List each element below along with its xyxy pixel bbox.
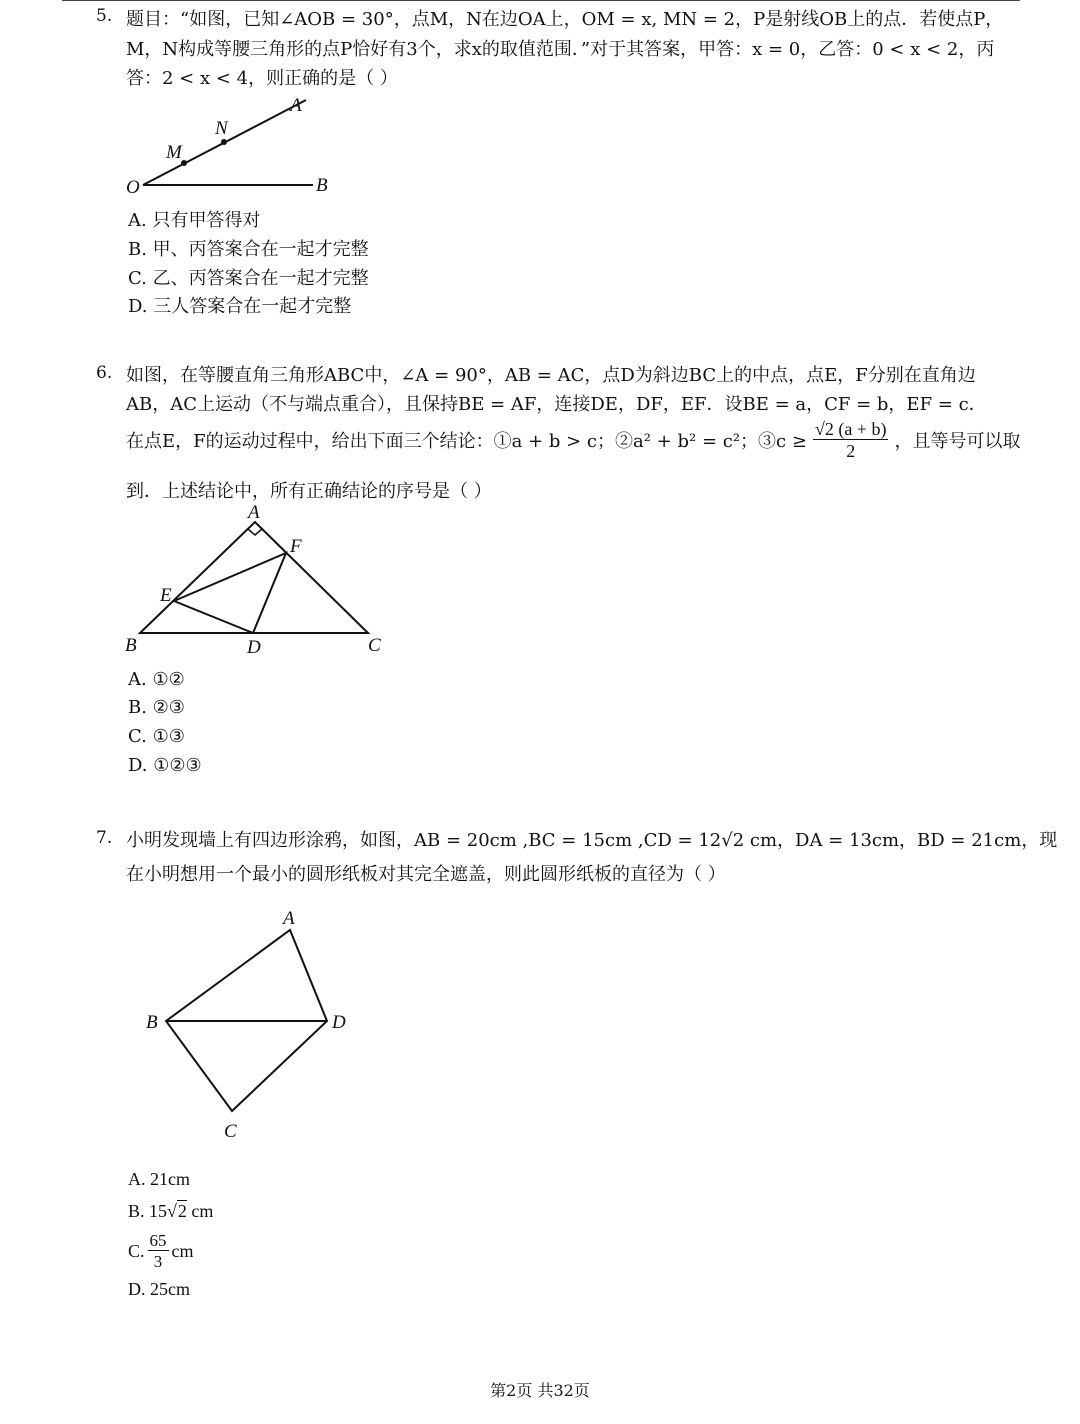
- q7-option-b-radicand: 2: [177, 1201, 187, 1221]
- q7-line1: 小明发现墙上有四边形涂鸦，如图，AB = 20cm ,BC = 15cm ,CD = 12√2 cm，DA = 13cm，BD = 21cm，现: [126, 830, 1058, 851]
- q7-option-b[interactable]: [128, 1201, 213, 1222]
- label-m: M: [166, 142, 182, 163]
- q5-option-d[interactable]: D. 三人答案合在一起才完整: [128, 296, 352, 317]
- q7-option-c[interactable]: [128, 1232, 194, 1270]
- q7-number: 7.: [96, 828, 113, 848]
- label-e: E: [160, 585, 172, 606]
- top-rule: [62, 0, 1020, 1]
- q6-option-a[interactable]: A. ①②: [128, 669, 185, 690]
- q6-option-b[interactable]: B. ②③: [128, 697, 185, 718]
- point-m: [181, 160, 187, 166]
- triangle-def: [174, 553, 286, 633]
- q7-option-b-unit: cm: [191, 1201, 214, 1221]
- label-c: C: [368, 635, 381, 656]
- label-b: B: [125, 635, 137, 656]
- q6-line3-post: ，且等号可以取: [894, 431, 1021, 452]
- label-o: O: [126, 177, 140, 198]
- q7-option-c-pre: C.: [128, 1240, 145, 1261]
- q6-line3-pre: 在点E，F的运动过程中，给出下面三个结论：①a + b > c；②a² + b² = c²；③c ≥: [126, 431, 807, 452]
- q7-line2: 在小明想用一个最小的圆形纸板对其完全遮盖，则此圆形纸板的直径为（ ）: [126, 864, 726, 885]
- q6-frac-den: 2: [846, 441, 856, 461]
- q5-option-b[interactable]: B. 甲、丙答案合在一起才完整: [128, 239, 369, 260]
- q6-line3: [126, 420, 1020, 460]
- q6-option-d[interactable]: D. ①②③: [128, 755, 202, 776]
- q6-line4: 到．上述结论中，所有正确结论的序号是（ ）: [126, 481, 492, 502]
- label-a: A: [290, 95, 302, 116]
- label-f: F: [290, 536, 302, 557]
- label-a: A: [283, 908, 295, 929]
- q6-line2: AB，AC上运动（不与端点重合），且保持BE = AF，连接DE，DF，EF．设BE = a，CF = b，EF = c．: [126, 394, 987, 415]
- q6-option-c[interactable]: C. ①③: [128, 726, 185, 747]
- q6-frac-num: 2 (a + b): [824, 419, 887, 439]
- q5-option-c[interactable]: C. 乙、丙答案合在一起才完整: [128, 268, 369, 289]
- point-n: [221, 139, 227, 145]
- q6-figure: [118, 500, 398, 660]
- q7-option-d[interactable]: D. 25cm: [128, 1279, 190, 1299]
- label-n: N: [215, 118, 228, 139]
- label-b: B: [146, 1012, 158, 1033]
- label-d: D: [247, 637, 261, 658]
- q7-option-c-unit: cm: [171, 1240, 194, 1261]
- q5-option-a[interactable]: A. 只有甲答得对: [128, 210, 261, 231]
- q5-line1: 题目：“如图，已知∠AOB = 30°，点M，N在边OA上，OM = x, MN = 2，P是射线OB上的点．若使点P，: [126, 9, 1004, 30]
- triangle-abc: [140, 522, 368, 633]
- q7-option-c-den: 3: [153, 1252, 163, 1271]
- q6-line1: 如图，在等腰直角三角形ABC中，∠A = 90°，AB = AC，点D为斜边BC上的中点，点E，F分别在直角边: [126, 365, 976, 386]
- q6-fraction: [813, 420, 889, 460]
- q7-option-c-fraction: [148, 1232, 169, 1270]
- q6-sqrt-sign: √: [814, 419, 825, 439]
- label-d: D: [332, 1012, 346, 1033]
- q5-line3: 答：2 < x < 4，则正确的是（ ）: [126, 68, 398, 89]
- q5-line2: M，N构成等腰三角形的点P恰好有3个，求x的取值范围．”对于其答案，甲答：x = 0，乙答：0 < x < 2，丙: [126, 39, 995, 60]
- page-footer: 第2页 共32页: [490, 1381, 590, 1400]
- q6-number: 6.: [96, 363, 113, 383]
- q5-number: 5.: [96, 6, 113, 26]
- q7-figure: [130, 900, 370, 1145]
- q5-figure: [118, 92, 348, 202]
- label-b: B: [316, 175, 328, 196]
- label-a: A: [248, 502, 260, 523]
- q7-option-b-sqrt-sign: √: [167, 1201, 177, 1221]
- q7-option-c-num: 65: [149, 1231, 167, 1250]
- q7-option-a[interactable]: A. 21cm: [128, 1169, 190, 1189]
- label-c: C: [224, 1121, 237, 1142]
- q7-option-b-pre: B. 15: [128, 1201, 168, 1221]
- right-angle-mark: [248, 529, 262, 535]
